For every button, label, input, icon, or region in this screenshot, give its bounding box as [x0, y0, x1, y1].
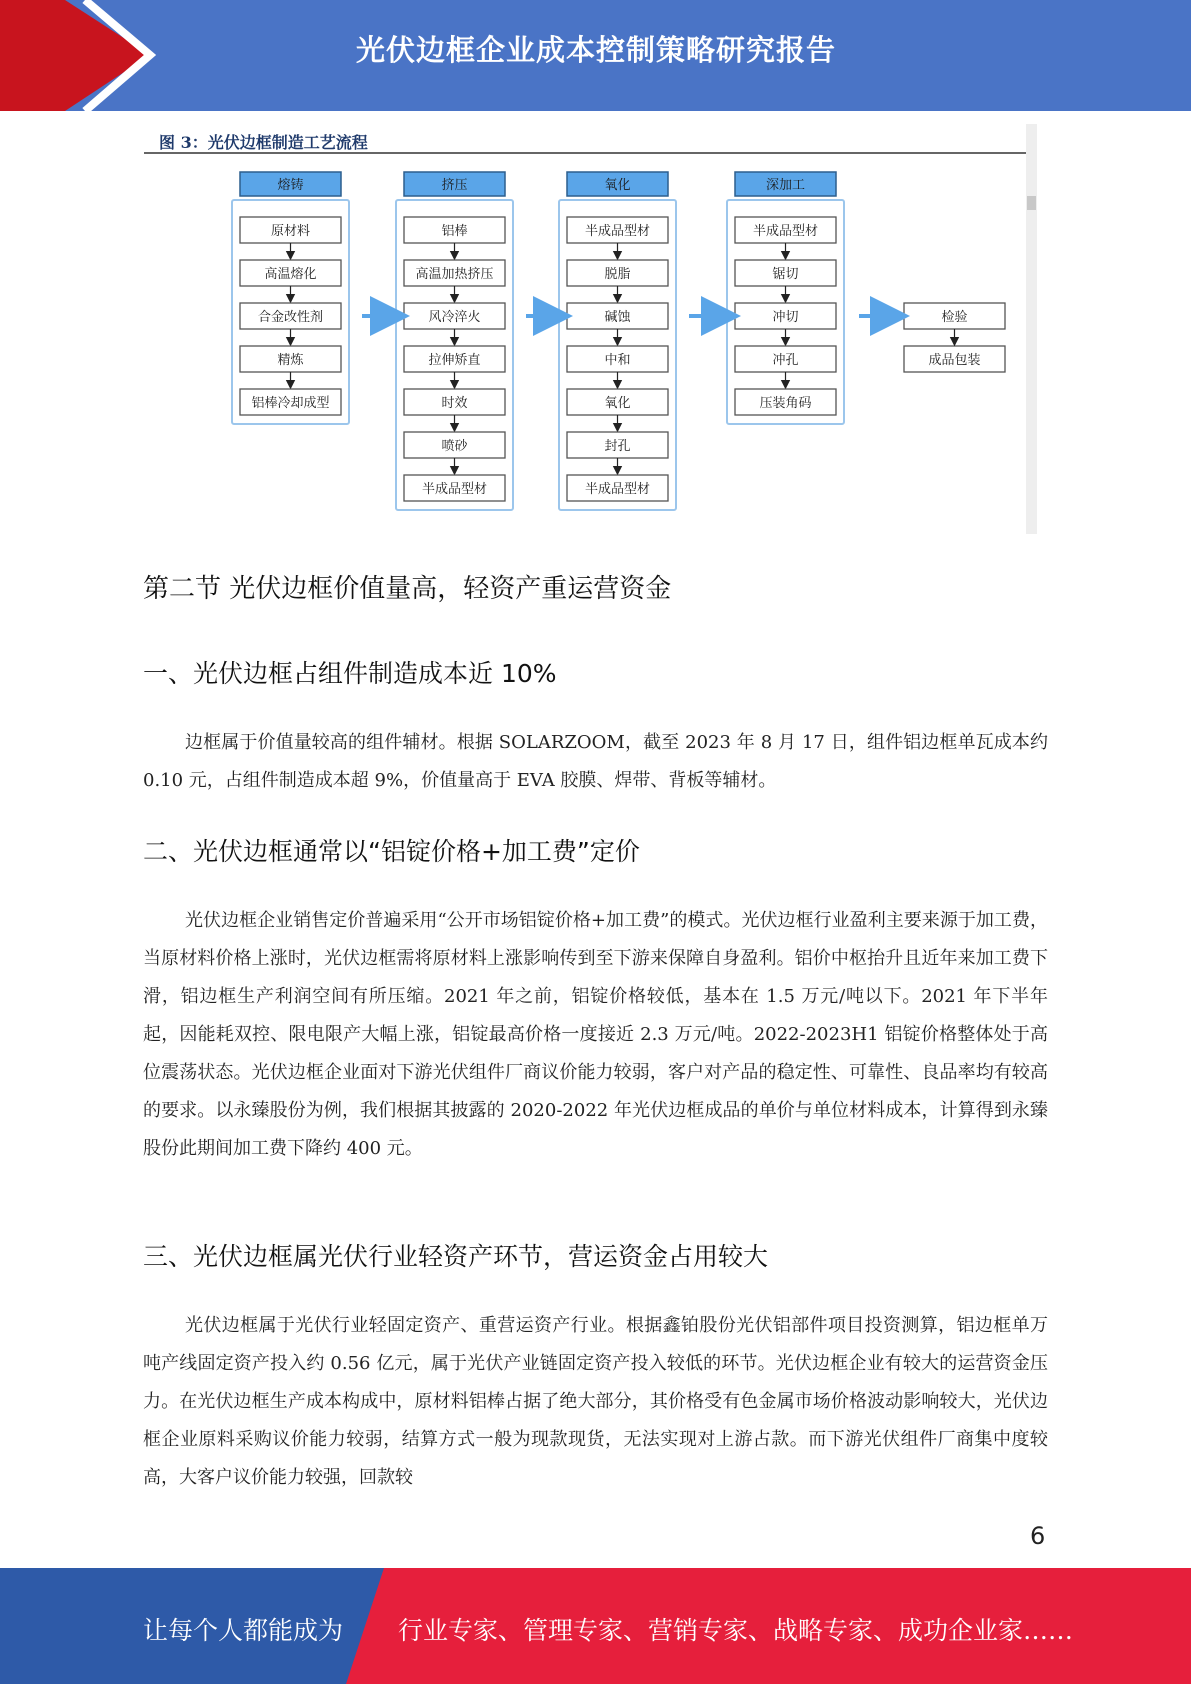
process-step-label: 半成品型材 — [752, 224, 819, 239]
paragraph-2: 光伏边框企业销售定价普遍采用“公开市场铝锭价格+加工费”的模式。光伏边框行业盈利主要来源于加工费，当原材料价格上涨时，光伏边框需将原材料上涨影响传到至下游来保障自身盈利。铝价中枢抬升且近年来加工费下滑，铝边框生产利润空间有所压缩。2021 年之前，铝锭价格较低，基本在 1.5 万元/吨以下。2021 年下半年起，因能耗双控、限电限产大幅上涨，铝锭最高价格一度接近 2.3 万元/吨。2022-2023H1 铝锭价格整体处于高位震荡状态。光伏边框企业面对下游光伏组件厂商议价能力较弱，客户对产品的稳定性、可靠性、良品率均有较高的要求。以永臻股份为例，我们根据其披露的 2020-2022 年光伏边框成品的单价与单位材料成本，计算得到永臻股份此期间加工费下降约 400 元。 — [143, 910, 1048, 1159]
process-step-label: 中和 — [604, 353, 631, 368]
process-flow-figure — [144, 124, 1037, 534]
process-step-label: 封孔 — [604, 439, 631, 454]
stage-header-label: 熔铸 — [277, 178, 304, 193]
process-step-label: 精炼 — [277, 353, 304, 368]
process-step-label: 高温熔化 — [264, 267, 317, 282]
process-step-label: 脱脂 — [604, 267, 631, 282]
stage-header-label: 深加工 — [765, 178, 806, 193]
process-flow-diagram — [144, 124, 1037, 534]
process-step-label: 原材料 — [270, 224, 311, 239]
page-number: 6 — [1030, 1522, 1046, 1550]
footer-slogan-right: 行业专家、管理专家、营销专家、战略专家、成功企业家…… — [398, 1616, 1074, 1645]
process-step-label: 氧化 — [604, 396, 631, 411]
process-step-label: 冲切 — [772, 310, 799, 325]
process-step-label: 半成品型材 — [584, 224, 651, 239]
process-step-label: 合金改性剂 — [257, 310, 324, 325]
final-step-label: 成品包装 — [928, 353, 981, 368]
figure-scrollbar — [1026, 124, 1037, 534]
process-step-label: 半成品型材 — [584, 482, 651, 497]
footer-slogan-left: 让每个人都能成为 — [143, 1616, 344, 1645]
paragraph-1: 边框属于价值量较高的组件辅材。根据 SOLARZOOM，截至 2023 年 8 月 17 日，组件铝边框单瓦成本约 0.10 元，占组件制造成本超 9%，价值量高于 EVA 胶膜、焊带、背板等辅材。 — [143, 732, 1048, 791]
process-step-label: 冲孔 — [772, 353, 799, 368]
stage-header-label: 挤压 — [441, 178, 468, 193]
section-title: 第二节 光伏边框价值量高，轻资产重运营资金 — [143, 574, 672, 604]
final-step-label: 检验 — [941, 310, 968, 325]
paragraph-3: 光伏边框属于光伏行业轻固定资产、重营运资产行业。根据鑫铂股份光伏铝部件项目投资测算，铝边框单万吨产线固定资产投入约 0.56 亿元，属于光伏产业链固定资产投入较低的环节。光伏边框企业有较大的运营资金压力。在光伏边框生产成本构成中，原材料铝棒占据了绝大部分，其价格受有色金属市场价格波动影响较大，光伏边框企业原料采购议价能力较弱，结算方式一般为现款现货，无法实现对上游占款。而下游光伏组件厂商集中度较高，大客户议价能力较强，回款较 — [143, 1315, 1048, 1488]
figure-scrollbar-thumb — [1027, 196, 1036, 210]
process-step-label: 铝棒 — [441, 224, 468, 239]
process-step-label: 铝棒冷却成型 — [251, 396, 330, 411]
process-step-label: 半成品型材 — [421, 482, 488, 497]
header-red-chevron — [0, 0, 150, 111]
report-title: 光伏边框企业成本控制策略研究报告 — [356, 33, 837, 67]
process-step-label: 风冷淬火 — [428, 310, 481, 325]
process-step-label: 喷砂 — [441, 439, 468, 454]
process-step-label: 压装角码 — [759, 396, 812, 411]
process-step-label: 高温加热挤压 — [415, 267, 494, 282]
subsection-title-3: 三、光伏边框属光伏行业轻资产环节，营运资金占用较大 — [143, 1242, 769, 1271]
process-step-label: 拉伸矫直 — [428, 353, 481, 368]
subsection-title-2: 二、光伏边框通常以“铝锭价格+加工费”定价 — [143, 837, 640, 866]
process-step-label: 锯切 — [772, 267, 799, 282]
subsection-title-1: 一、光伏边框占组件制造成本近 10% — [143, 659, 557, 688]
stage-header-label: 氧化 — [604, 178, 631, 193]
process-step-label: 时效 — [441, 396, 468, 411]
figure-caption: 图 3：光伏边框制造工艺流程 — [159, 133, 368, 152]
process-step-label: 碱蚀 — [604, 310, 631, 325]
